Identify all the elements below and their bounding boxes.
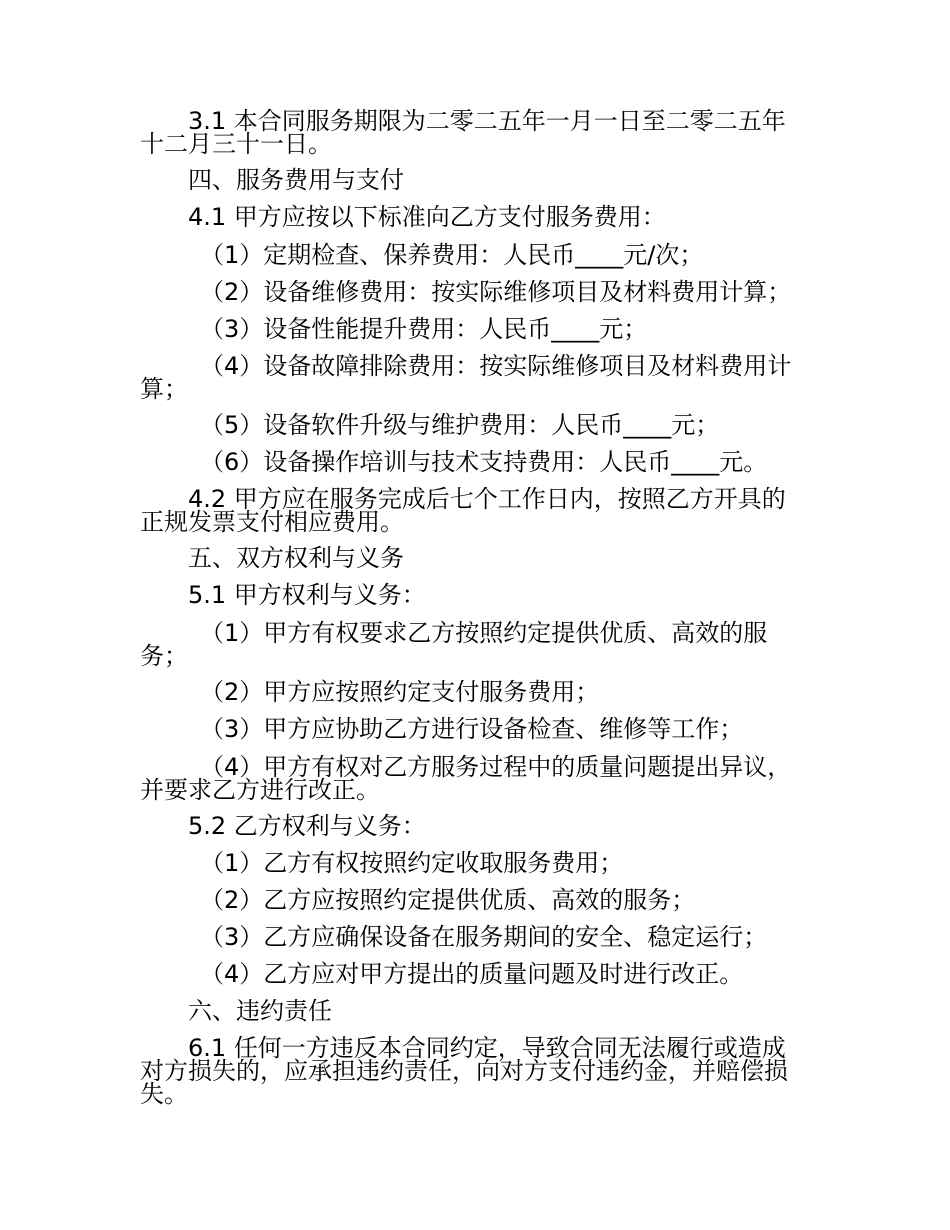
clause-5-2-item-3: （3）乙方应确保设备在服务期间的安全、稳定运行； — [200, 923, 768, 951]
section-5-heading: 五、双方权利与义务 — [188, 544, 404, 572]
clause-6-1-line-3: 失。 — [140, 1080, 188, 1108]
clause-4-1: 4.1 甲方应按以下标准向乙方支付服务费用： — [188, 203, 666, 231]
clause-4-1-item-6: （6）设备操作培训与技术支持费用：人民币____元。 — [200, 448, 768, 476]
clause-4-1-item-2: （2）设备维修费用：按实际维修项目及材料费用计算； — [200, 278, 792, 306]
clause-5-1-item-4-line-1: （4）甲方有权对乙方服务过程中的质量问题提出异议， — [200, 753, 792, 781]
clause-3-1-line-1: 3.1 本合同服务期限为二零二五年一月一日至二零二五年 — [188, 107, 786, 135]
clause-6-1-line-2: 对方损失的，应承担违约责任，向对方支付违约金，并赔偿损 — [140, 1057, 788, 1085]
clause-4-2-line-2: 正规发票支付相应费用。 — [140, 508, 404, 536]
clause-4-2-line-1: 4.2 甲方应在服务完成后七个工作日内，按照乙方开具的 — [188, 485, 786, 513]
clause-5-1-item-2: （2）甲方应按照约定支付服务费用； — [200, 678, 600, 706]
clause-3-1-line-2: 十二月三十一日。 — [140, 130, 332, 158]
clause-4-1-item-1: （1）定期检查、保养费用：人民币____元/次； — [200, 241, 704, 269]
clause-5-1: 5.1 甲方权利与义务： — [188, 581, 426, 609]
clause-5-2-item-1: （1）乙方有权按照约定收取服务费用； — [200, 849, 624, 877]
clause-5-2: 5.2 乙方权利与义务： — [188, 812, 426, 840]
section-6-heading: 六、违约责任 — [188, 997, 332, 1025]
clause-4-1-item-4-line-1: （4）设备故障排除费用：按实际维修项目及材料费用计 — [200, 352, 792, 380]
clause-4-1-item-3: （3）设备性能提升费用：人民币____元； — [200, 315, 648, 343]
clause-4-1-item-4-line-2: 算； — [140, 375, 188, 403]
clause-5-1-item-3: （3）甲方应协助乙方进行设备检查、维修等工作； — [200, 715, 744, 743]
section-4-heading: 四、服务费用与支付 — [188, 166, 404, 194]
clause-5-2-item-4: （4）乙方应对甲方提出的质量问题及时进行改正。 — [200, 960, 744, 988]
clause-5-2-item-2: （2）乙方应按照约定提供优质、高效的服务； — [200, 886, 696, 914]
clause-5-1-item-4-line-2: 并要求乙方进行改正。 — [140, 776, 380, 804]
clause-4-1-item-5: （5）设备软件升级与维护费用：人民币____元； — [200, 411, 720, 439]
clause-6-1-line-1: 6.1 任何一方违反本合同约定，导致合同无法履行或造成 — [188, 1034, 786, 1062]
clause-5-1-item-1-line-2: 务； — [140, 642, 188, 670]
clause-5-1-item-1-line-1: （1）甲方有权要求乙方按照约定提供优质、高效的服 — [200, 619, 768, 647]
